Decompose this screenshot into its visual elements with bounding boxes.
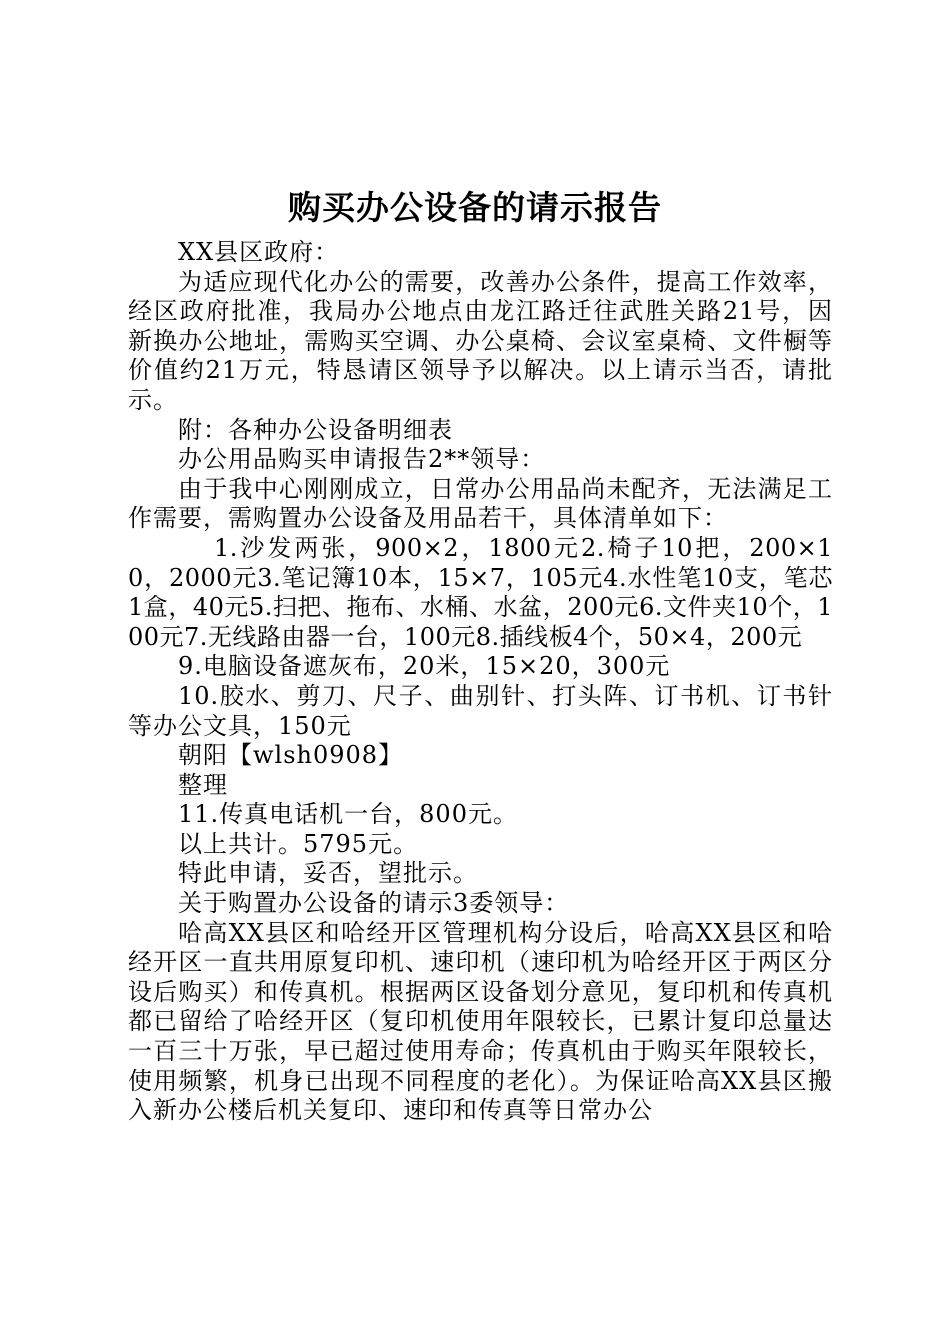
paragraph-section-3-heading: 关于购置办公设备的请示3委领导： (178, 889, 570, 918)
paragraph-request: 为适应现代化办公的需要，改善办公条件，提高工作效率，经区政府批准，我局办公地点由龙江路迁往武胜关路21号，因新换办公地址，需购买空调、办公桌椅、会议室桌椅、文件橱等价值约21万元，特恳请区领导予以解决。以上请示当否，请批示。 (128, 267, 833, 414)
paragraph-arranged: 整理 (178, 770, 228, 799)
paragraph-attachment: 附：各种办公设备明细表 (178, 415, 453, 444)
paragraph-total: 以上共计。5795元。 (178, 829, 419, 858)
document-title: 购买办公设备的请示报告 (288, 188, 662, 227)
paragraph-closing: 特此申请，妥否，望批示。 (178, 859, 478, 888)
salutation: XX县区政府： (178, 238, 340, 266)
paragraph-item-9: 9.电脑设备遮灰布，20米，15×20，300元 (178, 652, 671, 681)
paragraph-item-11: 11.传真电话机一台，800元。 (178, 800, 518, 829)
paragraph-reason: 由于我中心刚刚成立，日常办公用品尚未配齐，无法满足工作需要，需购置办公设备及用品若干，具体清单如下： (128, 474, 833, 533)
paragraph-source: 朝阳【wlsh0908】 (178, 741, 404, 770)
paragraph-section-2-heading: 办公用品购买申请报告2**领导： (178, 445, 546, 474)
document-body (128, 238, 833, 1126)
paragraph-item-list: 1.沙发两张，900×2，1800元2.椅子10把，200×10，2000元3.笔记簿10本，15×7，105元4.水性笔10支，笔芯1盒，40元5.扫把、拖布、水桶、水盆，200元6.文件夹10个，100元7.无线路由器一台，100元8.插线板4个，50×4，200元 (128, 533, 833, 651)
paragraph-section-3-body: 哈高XX县区和哈经开区管理机构分设后，哈高XX县区和哈经开区一直共用原复印机、速印机（速印机为哈经开区于两区分设后购买）和传真机。根据两区设备划分意见，复印机和传真机都已留给了哈经开区（复印机使用年限较长，已累计复印总量达一百三十万张，早已超过使用寿命；传真机由于购买年限较长，使用频繁，机身已出现不同程度的老化）。为保证哈高XX县区搬入新办公楼后机关复印、速印和传真等日常办公 (128, 918, 833, 1125)
paragraph-item-10: 10.胶水、剪刀、尺子、曲别针、打头阵、订书机、订书针等办公文具，150元 (128, 681, 833, 740)
